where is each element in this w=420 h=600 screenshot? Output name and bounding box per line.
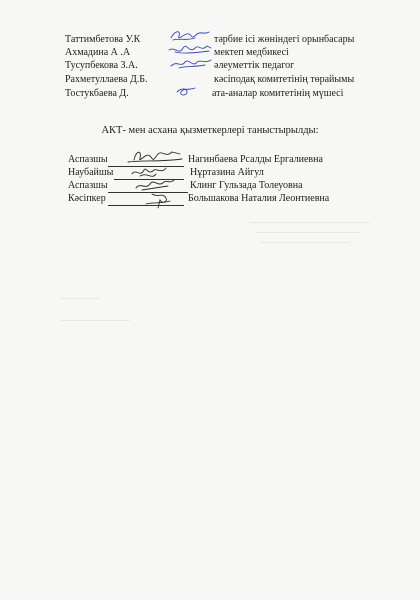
staff-name: Клинг Гульзада Толеуовна [190,180,303,191]
committee-role: ата-аналар комитетінің мүшесі [212,88,344,99]
staff-position: Наубайшы [68,167,114,178]
staff-position: Кәсіпкер [68,193,106,204]
staff-signatures [122,146,192,212]
staff-name: Нагинбаева Рсалды Ергалиевна [188,154,323,165]
committee-role: кәсіподақ комитетінің төрайымы [214,74,355,85]
acquaintance-heading: АКТ- мен асхана қызметкерлері таныстырылды: [101,125,319,136]
committee-role: әлеуметтік педагог [214,60,295,71]
committee-role: тәрбие ісі жөніндегі орынбасары [214,34,355,45]
committee-signatures [165,26,215,106]
staff-position: Аспазшы [68,154,108,165]
staff-name: Нұртазина Айгул [190,167,264,178]
bleed-mark [60,298,100,299]
committee-name: Тусупбекова З.А. [65,60,138,71]
bleed-mark [250,222,370,223]
bleed-mark [60,320,130,321]
bleed-mark [255,232,360,233]
bleed-mark [260,242,350,243]
staff-name: Большакова Наталия Леонтиевна [188,193,330,204]
committee-name: Тостукбаева Д. [65,88,129,99]
committee-name: Таттимбетова У.К [65,34,141,45]
committee-name: Рахметуллаева Д.Б. [65,74,148,85]
committee-role: мектеп медбикесі [214,47,289,58]
committee-name: Ахмадина А .А [65,47,131,58]
staff-position: Аспазшы [68,180,108,191]
